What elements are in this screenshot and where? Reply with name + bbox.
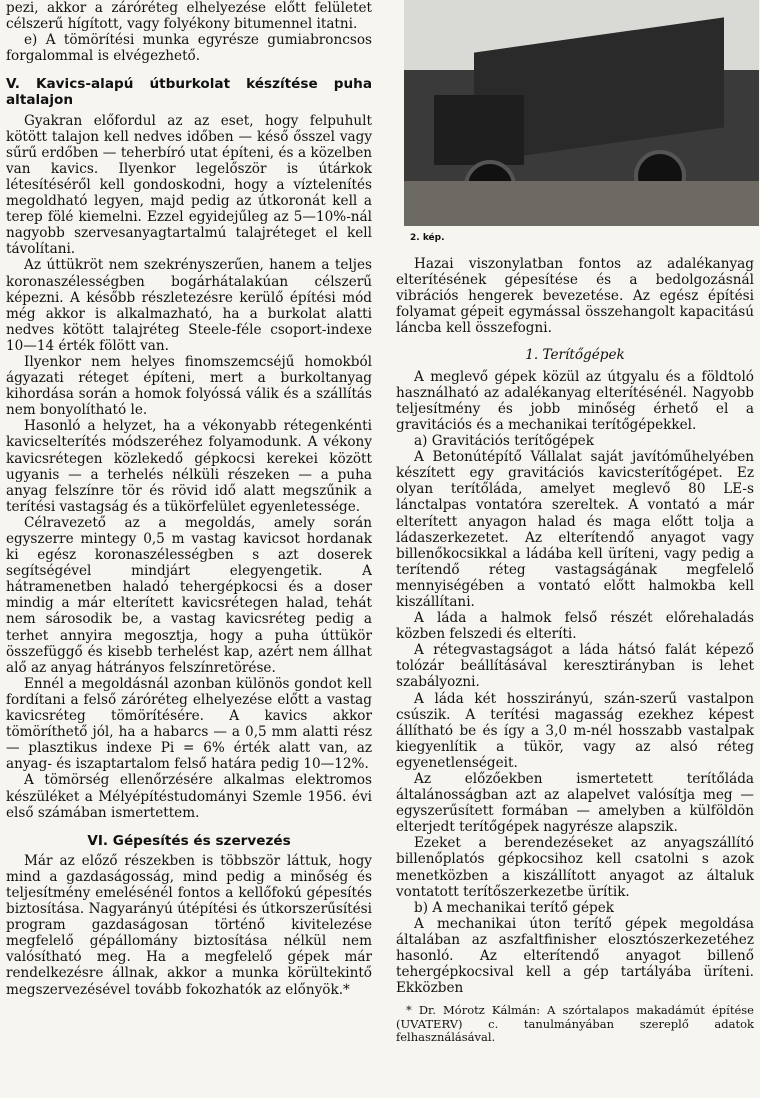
footnote-text: * Dr. Mórotz Kálmán: A szórtalapos makadámút építése (UVATERV) c. tanulmányában szereplő adatok felhasználásával.: [396, 1003, 754, 1045]
paragraph: Ennél a megoldásnál azonban különös gondot kell fordítani a felső záróréteg elhelyezése előtt a vastag kavicsréteg tömörítésére. A kavics akkor tömöríthető jól, ha a habarcs — a 0,5 mm alatti rész — plasztikus indexe Pi = 6% érték alatt van, az anyag- és iszaptartalom felső határa pedig 10—12%.: [6, 675, 372, 773]
paragraph: A tömörség ellenőrzésére alkalmas elektromos készüléket a Mélyépítéstudományi Szemle 1956. évi első számában ismertettem.: [6, 772, 372, 821]
paragraph: Az úttükröt nem szekrényszerűen, hanem a teljes koronaszélességben bogárhátalakúan célszerű képezni. A később részletezésre kerülő építési mód még akkor is alkalmazható, ha a burkolat alatti nedves kötött talajréteg Steele-féle csoport-indexe 10—14 érték fölött van.: [6, 257, 372, 354]
right-column: [396, 0, 754, 1045]
subsection-heading: 1. Terítőgépek: [525, 346, 625, 363]
paragraph: Hasonló a helyzet, ha a vékonyabb rétegenkénti kavicselterítés módszeréhez folyamodunk. A vékony kavicsrétegen közlekedő gépkocsi kerekei között ugyanis — a terhelés nélküli részeken — a puha anyag felszínre tör és rövid idő alatt megszűnik a terítési vastagság és a tükörfelület egyenletessége.: [6, 418, 372, 515]
paragraph: Ilyenkor nem helyes finomszemcséjű homokból ágyazati réteget építeni, mert a burkoltanyag kihordása során a homok folyóssá válik és a szállítás nem bonyolítható le.: [6, 353, 372, 419]
paragraph: A meglevő gépek közül az útgyalu és a földtoló használható az adalékanyag elterítésénél. Nagyobb teljesítmény és jobb minőség érhető el a gravitációs és a mechanikai terítőgépekkel.: [396, 368, 754, 433]
left-column: [6, 0, 372, 998]
paragraph: A láda a halmok felső részét előrehaladás közben felszedi és elteríti.: [396, 610, 754, 643]
paragraph-heading: b) A mechanikai terítő gépek: [414, 899, 615, 916]
paragraph-heading: a) Gravitációs terítőgépek: [414, 433, 594, 450]
paragraph: Gyakran előfordul az az eset, hogy felpuhult kötött talajon kell nedves időben — késő ősszel vagy sűrű erdőben — teherbíró utat építeni, és a közelben van kavics. Ilyenkor legelőször is útárkok létesítéséről kell gondoskodni, hogy a víztelenítés megoldható legyen, majd pedig az útkoronát kell a terep fölé kiemelni. Ezzel egyidejűleg az 5—10%-nál nagyobb szervesanyagtartalmú talajréteget el kell távolítani.: [6, 112, 372, 258]
paragraph: e) A tömörítési munka egyrésze gumiabroncsos forgalommal is elvégezhető.: [6, 32, 372, 65]
paragraph: A láda két hosszirányú, szán-szerű vastalpon csúszik. A terítési magasság ezekhez képest állítható be és így a 3,0 m-nél hosszabb vastalpak kiegyenlítik a tükör, vagy az alsó réteg egyenetlenségeit.: [396, 690, 754, 771]
paragraph: Célravezető az a megoldás, amely során egyszerre mintegy 0,5 m vastag kavicsot hordanak ki egész koronaszélességben s azt doserek segítségével mindjárt elegyengetik. A hátramenetben haladó tehergépkocsi és a doser mindig a már elterített kavicsrétegen halad, tehát nem sárosodik be, a vastag kavicsréteg pedig a terhet annyira megosztja, hogy a puha úttükör összefüggő és kisebb terhelést kap, azért nem állhat alő az anyag hátrányos felszínretörése.: [6, 514, 372, 676]
paragraph: pezi, akkor a záróréteg elhelyezése előtt felületet célszerű hígított, vagy folyékony bitumennel itatni.: [6, 0, 372, 33]
footnote: [396, 1004, 754, 1045]
paragraph: A mechanikai úton terítő gépek megoldása általában az aszfaltfinisher elosztószerkezetéhez hasonló. Az elterítendő anyagot billenő tehergépkocsival kell a gép tartályába üríteni. Ekközben: [396, 915, 754, 997]
photo-truck-cab: [434, 95, 524, 165]
paragraph: Az előzőekben ismertetett terítőláda általánosságban azt az alapelvet valósítja meg — egyszerűsített formában — amelyben a külföldön elterjedt terítőgépek nagyrésze alapszik.: [396, 771, 754, 836]
photo-ground: [404, 181, 759, 226]
figure-caption: 2. kép.: [410, 233, 445, 243]
paragraph: A rétegvastagságot a láda hátsó falát képező tolózár beállításával keresztirányban is lehet szabályozni.: [396, 642, 754, 691]
paragraph: Hazai viszonylatban fontos az adalékanyag elterítésének gépesítése és a bedolgozásnál vibrációs hengerek bevezetése. Az egész építési folyamat gépeit egymással összehangolt kapacitású láncba kell összefogni.: [396, 256, 754, 337]
truck-photo: [404, 0, 759, 226]
paragraph: Már az előző részekben is többször láttuk, hogy mind a gazdaságosság, mind pedig a minőség és teljesítmény emelésénél fontos a kellőfokú gépesítés biztosítása. Nagyarányú útépítési és útkorszerűsítési program gazdaságosan történő kivitelezése megfelelő gépállomány biztosítása nélkül nem valósítható meg. Ha a megfelelő gépek már rendelkezésre állnak, akkor a munka körültekintő megszervezésével tovább fokozhatók az előnyök.*: [6, 852, 372, 998]
section-heading-5: V. Kavics-alapú útburkolat készítése puha altalajon: [6, 76, 372, 109]
section-heading-6: VI. Gépesítés és szervezés: [87, 832, 291, 849]
paragraph: A Betonútépítő Vállalat saját javítóműhelyében készített egy gravitációs kavicsterítőgépet. Ez olyan terítőláda, amelyet meglevő 80 LE-s lánctalpas vontatóra szereltek. A vontató a már elterített anyagon halad és maga előtt tolja a ládaszerkezetet. Az elterítendő anyagot vagy billenőkocsikkal a ládába kell üríteni, vagy pedig a terítendő réteg vastagságának megfelelő mennyiségében a vontató előtt halmokba kell kiszállítani.: [396, 449, 754, 610]
paragraph: Ezeket a berendezéseket az anyagszállító billenőplatós gépkocsihoz kell csatolni s azok menetközben a kiszállított anyagot az általuk vontatott terítőszerkezetbe ürítik.: [396, 835, 754, 900]
